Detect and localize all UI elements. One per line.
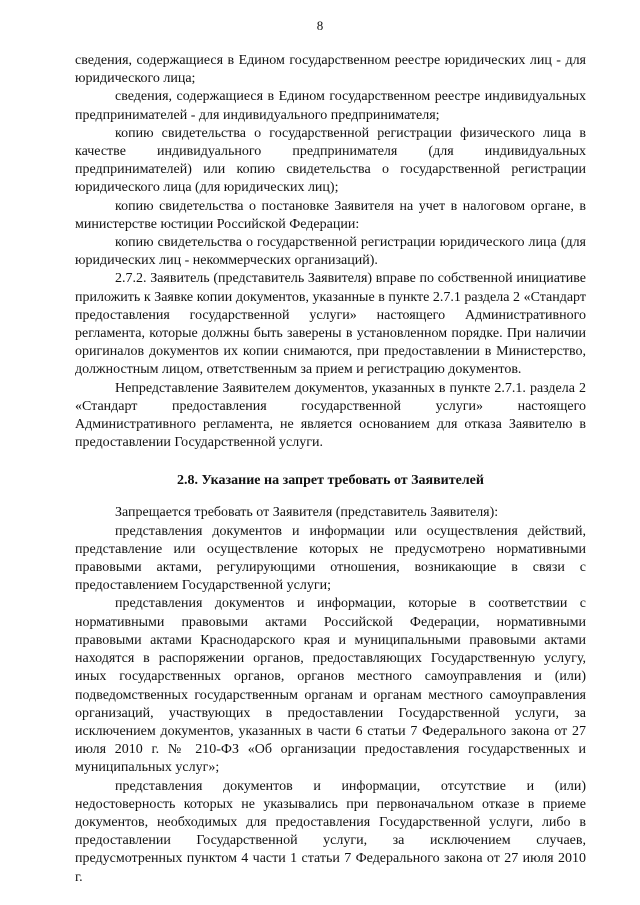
paragraph: сведения, содержащиеся в Едином государственном реестре индивидуальных предпринимателей - для индивидуального предпринимателя; <box>75 89 586 123</box>
paragraph: копию свидетельства о государственной регистрации юридического лица (для юридических лиц - некоммерческих организаций). <box>75 235 586 269</box>
paragraph: представления документов и информации, отсутствие и (или) недостоверность которых не указывались при первоначальном отказе в приеме документов, необходимых для предоставления Государственной услуги, либо в предоставлении Государственной услуги, за исключением случаев, предусмотренных пунктом 4 части 1 статьи 7 Федерального закона от 27 июля 2010 г. <box>75 778 586 885</box>
paragraph: Непредставление Заявителем документов, указанных в пункте 2.7.1. раздела 2 «Стандарт предоставления государственной услуги» настоящего Административного регламента, не является основанием для отказа Заявителю в предоставлении Государственной услуги. <box>75 380 586 451</box>
paragraph: сведения, содержащиеся в Едином государственном реестре юридических лиц - для юридического лица; <box>75 53 586 87</box>
paragraph: представления документов и информации или осуществления действий, представление или осуществление которых не предусмотрено нормативными правовыми актами, регулирующими отношения, возникающие в связи с предоставлением Государственной услуги; <box>75 523 586 594</box>
paragraph: Запрещается требовать от Заявителя (представитель Заявителя): <box>115 505 499 521</box>
document-body <box>75 52 586 887</box>
paragraph: представления документов и информации, которые в соответствии с нормативными правовыми актами Российской Федерации, нормативными правовыми актами Краснодарского края и муниципальными правовыми актами находятся в распоряжении органов, предоставляющих Государственную услугу, иных государственных органов, органов местного самоуправления и (или) подведомственных государственным органам и органам местного самоуправления организаций, участвующих в предоставлении Государственной услуги, за исключением документов, указанных в части 6 статьи 7 Федерального закона от 27 июля 2010 г. № 210-ФЗ «Об организации предоставления государственных и муниципальных услуг»; <box>75 596 586 776</box>
section-heading: 2.8. Указание на запрет требовать от Заявителей <box>177 473 484 489</box>
paragraph: копию свидетельства о постановке Заявителя на учет в налоговом органе, в министерстве юстиции Российской Федерации: <box>75 198 586 232</box>
page-number: 8 <box>316 18 324 33</box>
paragraph: копию свидетельства о государственной регистрации физического лица в качестве индивидуального предпринимателя (для индивидуальных предпринимателей) или копию свидетельства о государственной регистрации юридического лица (для юридических лиц); <box>75 125 586 196</box>
paragraph: 2.7.2. Заявитель (представитель Заявителя) вправе по собственной инициативе приложить к Заявке копии документов, указанные в пункте 2.7.1 раздела 2 «Стандарт предоставления государственной услуги» настоящего Административного регламента, которые должны быть заверены в установленном порядке. При наличии оригиналов документов их копии снимаются, при предоставлении в Министерство, должностным лицом, ответственным за прием и регистрацию документов. <box>75 271 586 378</box>
